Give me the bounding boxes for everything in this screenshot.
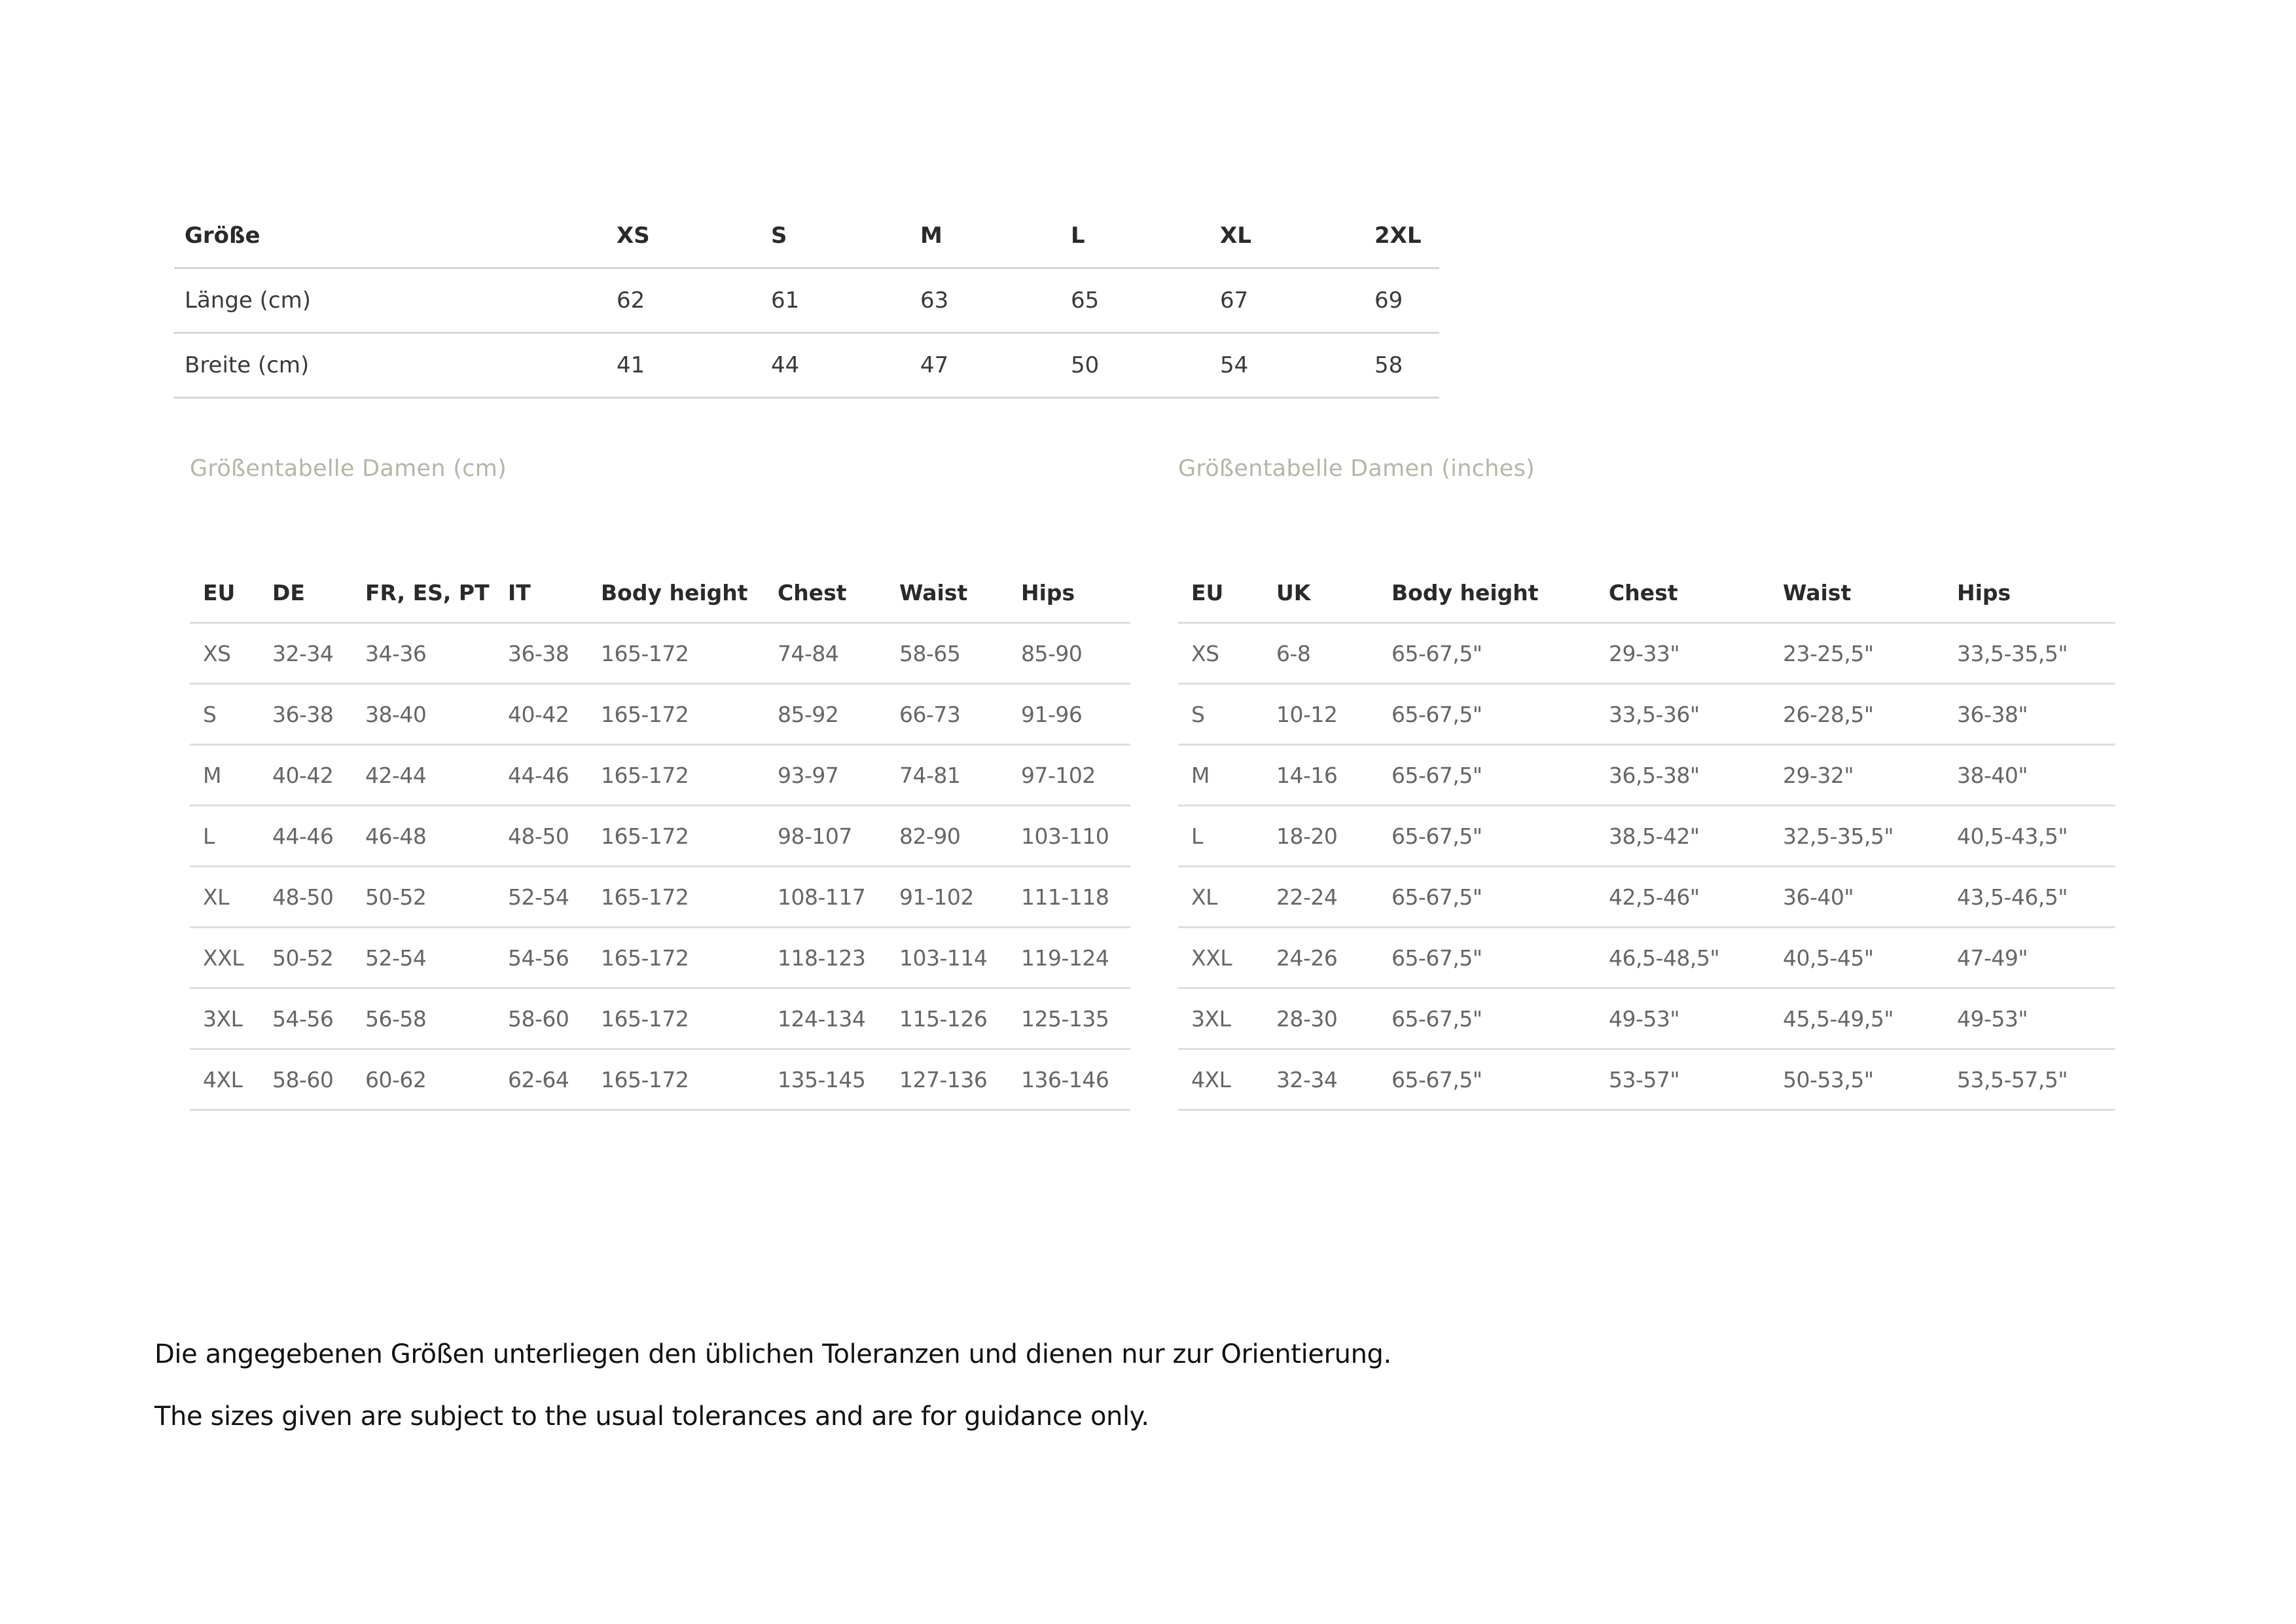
table-cell: 61: [761, 268, 910, 333]
tolerance-note-de: Die angegebenen Größen unterliegen den üblichen Toleranzen und dienen nur zur Orientierung.: [154, 1339, 1391, 1369]
table-cell: 65-67,5": [1378, 623, 1596, 684]
table-row: [1178, 806, 2115, 867]
column-header: IT: [495, 563, 588, 623]
column-header: 2XL: [1364, 204, 1439, 268]
table-cell: 65-67,5": [1378, 928, 1596, 988]
table-cell: 54: [1210, 333, 1364, 398]
table-cell: 54-56: [495, 928, 588, 988]
column-header: Chest: [1596, 563, 1770, 623]
table-cell: Breite (cm): [174, 333, 606, 398]
table-row: [1178, 928, 2115, 988]
table-cell: 65-67,5": [1378, 867, 1596, 928]
table-cell: 50-53,5": [1770, 1049, 1944, 1110]
table-cell: 165-172: [588, 806, 764, 867]
table-row: [1178, 745, 2115, 806]
column-header: FR, ES, PT: [352, 563, 495, 623]
table-cell: 124-134: [764, 988, 886, 1049]
table-cell: 62-64: [495, 1049, 588, 1110]
table-cell: 74-84: [764, 623, 886, 684]
table-cell: 33,5-36": [1596, 684, 1770, 745]
table-row: [1178, 623, 2115, 684]
table-cell: 58-60: [495, 988, 588, 1049]
size-table-inches: [1178, 563, 2115, 1111]
table-cell: 58-60: [259, 1049, 352, 1110]
table-cell: 58: [1364, 333, 1439, 398]
table-cell: 111-118: [1008, 867, 1130, 928]
table-cell: 91-102: [886, 867, 1008, 928]
table-cell: 36-38: [259, 684, 352, 745]
table-cell: 3XL: [190, 988, 259, 1049]
table-cell: 26-28,5": [1770, 684, 1944, 745]
size-table-cm: [190, 563, 1130, 1111]
table-cell: 18-20: [1263, 806, 1378, 867]
table-cell: 42-44: [352, 745, 495, 806]
table-cell: 67: [1210, 268, 1364, 333]
table-cell: 65: [1060, 268, 1210, 333]
table-cell: 45,5-49,5": [1770, 988, 1944, 1049]
table-cell: 115-126: [886, 988, 1008, 1049]
table-row: [190, 928, 1130, 988]
table-cell: XS: [190, 623, 259, 684]
column-header: Hips: [1008, 563, 1130, 623]
table-cell: 60-62: [352, 1049, 495, 1110]
column-header: S: [761, 204, 910, 268]
table-cell: 103-114: [886, 928, 1008, 988]
table-cell: 135-145: [764, 1049, 886, 1110]
table-cell: 29-33": [1596, 623, 1770, 684]
column-header: DE: [259, 563, 352, 623]
table-cell: 29-32": [1770, 745, 1944, 806]
table-cell: 165-172: [588, 1049, 764, 1110]
table-cell: 85-90: [1008, 623, 1130, 684]
table-cell: 43,5-46,5": [1944, 867, 2115, 928]
table-cell: 28-30: [1263, 988, 1378, 1049]
table-cell: 65-67,5": [1378, 988, 1596, 1049]
table-header-row: [190, 563, 1130, 623]
table-row: [174, 333, 1439, 398]
column-header: Body height: [588, 563, 764, 623]
table-cell: 63: [910, 268, 1060, 333]
table-cell: 48-50: [495, 806, 588, 867]
table-cell: 22-24: [1263, 867, 1378, 928]
table-cell: 65-67,5": [1378, 1049, 1596, 1110]
table-cell: 46,5-48,5": [1596, 928, 1770, 988]
column-header: XL: [1210, 204, 1364, 268]
table-cell: 44: [761, 333, 910, 398]
column-header: Body height: [1378, 563, 1596, 623]
table-cell: 24-26: [1263, 928, 1378, 988]
table-row: [190, 745, 1130, 806]
table-cell: 46-48: [352, 806, 495, 867]
table-row: [1178, 867, 2115, 928]
table-cell: 32,5-35,5": [1770, 806, 1944, 867]
table-cell: S: [1178, 684, 1263, 745]
table-row: [190, 867, 1130, 928]
table-row: [174, 268, 1439, 333]
table-cell: 50: [1060, 333, 1210, 398]
tolerance-note-en: The sizes given are subject to the usual tolerances and are for guidance only.: [154, 1401, 1149, 1432]
column-header: UK: [1263, 563, 1378, 623]
column-header: EU: [1178, 563, 1263, 623]
table-cell: 165-172: [588, 867, 764, 928]
table-cell: 74-81: [886, 745, 1008, 806]
table-cell: 165-172: [588, 684, 764, 745]
table-cell: 82-90: [886, 806, 1008, 867]
table-cell: 165-172: [588, 623, 764, 684]
table-row: [190, 623, 1130, 684]
table-cell: 52-54: [352, 928, 495, 988]
table-cell: 125-135: [1008, 988, 1130, 1049]
table-header-row: [1178, 563, 2115, 623]
table-cell: 69: [1364, 268, 1439, 333]
table-cell: 65-67,5": [1378, 684, 1596, 745]
table-cell: 36-38: [495, 623, 588, 684]
table-cell: 50-52: [352, 867, 495, 928]
table-row: [1178, 684, 2115, 745]
inch-table-title: Größentabelle Damen (inches): [1178, 456, 1535, 482]
column-header: Waist: [886, 563, 1008, 623]
table-cell: M: [1178, 745, 1263, 806]
cm-table-title: Größentabelle Damen (cm): [190, 456, 507, 482]
column-header: Waist: [1770, 563, 1944, 623]
table-cell: 49-53": [1944, 988, 2115, 1049]
table-cell: 32-34: [259, 623, 352, 684]
table-cell: 118-123: [764, 928, 886, 988]
table-cell: 40,5-45": [1770, 928, 1944, 988]
table-cell: 56-58: [352, 988, 495, 1049]
table-cell: 91-96: [1008, 684, 1130, 745]
table-cell: 65-67,5": [1378, 745, 1596, 806]
table-cell: 49-53": [1596, 988, 1770, 1049]
table-cell: XXL: [190, 928, 259, 988]
column-header: Hips: [1944, 563, 2115, 623]
table-cell: 36-38": [1944, 684, 2115, 745]
table-cell: 65-67,5": [1378, 806, 1596, 867]
table-cell: 108-117: [764, 867, 886, 928]
table-cell: 48-50: [259, 867, 352, 928]
table-cell: 62: [606, 268, 761, 333]
table-cell: 38-40: [352, 684, 495, 745]
table-cell: Länge (cm): [174, 268, 606, 333]
table-cell: 47: [910, 333, 1060, 398]
table-cell: 50-52: [259, 928, 352, 988]
column-header: Größe: [174, 204, 606, 268]
table-cell: 38,5-42": [1596, 806, 1770, 867]
table-cell: 10-12: [1263, 684, 1378, 745]
column-header: M: [910, 204, 1060, 268]
table-cell: 165-172: [588, 988, 764, 1049]
table-cell: 165-172: [588, 745, 764, 806]
table-cell: XL: [190, 867, 259, 928]
table-cell: 127-136: [886, 1049, 1008, 1110]
table-cell: 42,5-46": [1596, 867, 1770, 928]
table-cell: 66-73: [886, 684, 1008, 745]
table-cell: 38-40": [1944, 745, 2115, 806]
table-cell: 23-25,5": [1770, 623, 1944, 684]
table-row: [1178, 1049, 2115, 1110]
table-cell: 36-40": [1770, 867, 1944, 928]
column-header: EU: [190, 563, 259, 623]
table-cell: 4XL: [190, 1049, 259, 1110]
table-cell: 93-97: [764, 745, 886, 806]
table-cell: 40,5-43,5": [1944, 806, 2115, 867]
table-cell: 6-8: [1263, 623, 1378, 684]
table-row: [190, 806, 1130, 867]
table-cell: 32-34: [1263, 1049, 1378, 1110]
table-cell: 54-56: [259, 988, 352, 1049]
column-header: Chest: [764, 563, 886, 623]
table-cell: 40-42: [259, 745, 352, 806]
table-cell: XL: [1178, 867, 1263, 928]
table-cell: 40-42: [495, 684, 588, 745]
table-cell: 97-102: [1008, 745, 1130, 806]
table-cell: 98-107: [764, 806, 886, 867]
table-cell: 34-36: [352, 623, 495, 684]
table-cell: 136-146: [1008, 1049, 1130, 1110]
table-cell: 103-110: [1008, 806, 1130, 867]
table-cell: 3XL: [1178, 988, 1263, 1049]
table-row: [190, 684, 1130, 745]
table-cell: 47-49": [1944, 928, 2115, 988]
table-cell: 58-65: [886, 623, 1008, 684]
table-cell: 52-54: [495, 867, 588, 928]
table-cell: L: [190, 806, 259, 867]
table-row: [1178, 988, 2115, 1049]
table-cell: 44-46: [259, 806, 352, 867]
table-cell: 119-124: [1008, 928, 1130, 988]
table-cell: 14-16: [1263, 745, 1378, 806]
table-cell: XXL: [1178, 928, 1263, 988]
table-cell: 44-46: [495, 745, 588, 806]
table-cell: M: [190, 745, 259, 806]
table-cell: 53-57": [1596, 1049, 1770, 1110]
column-header: XS: [606, 204, 761, 268]
table-cell: S: [190, 684, 259, 745]
table-cell: 41: [606, 333, 761, 398]
table-cell: 165-172: [588, 928, 764, 988]
table-cell: 33,5-35,5": [1944, 623, 2115, 684]
table-cell: 4XL: [1178, 1049, 1263, 1110]
table-row: [190, 988, 1130, 1049]
table-cell: 53,5-57,5": [1944, 1049, 2115, 1110]
column-header: L: [1060, 204, 1210, 268]
garment-size-table: [174, 204, 1439, 399]
table-row: [190, 1049, 1130, 1110]
table-cell: L: [1178, 806, 1263, 867]
table-header-row: [174, 204, 1439, 268]
table-cell: 85-92: [764, 684, 886, 745]
table-cell: XS: [1178, 623, 1263, 684]
table-cell: 36,5-38": [1596, 745, 1770, 806]
